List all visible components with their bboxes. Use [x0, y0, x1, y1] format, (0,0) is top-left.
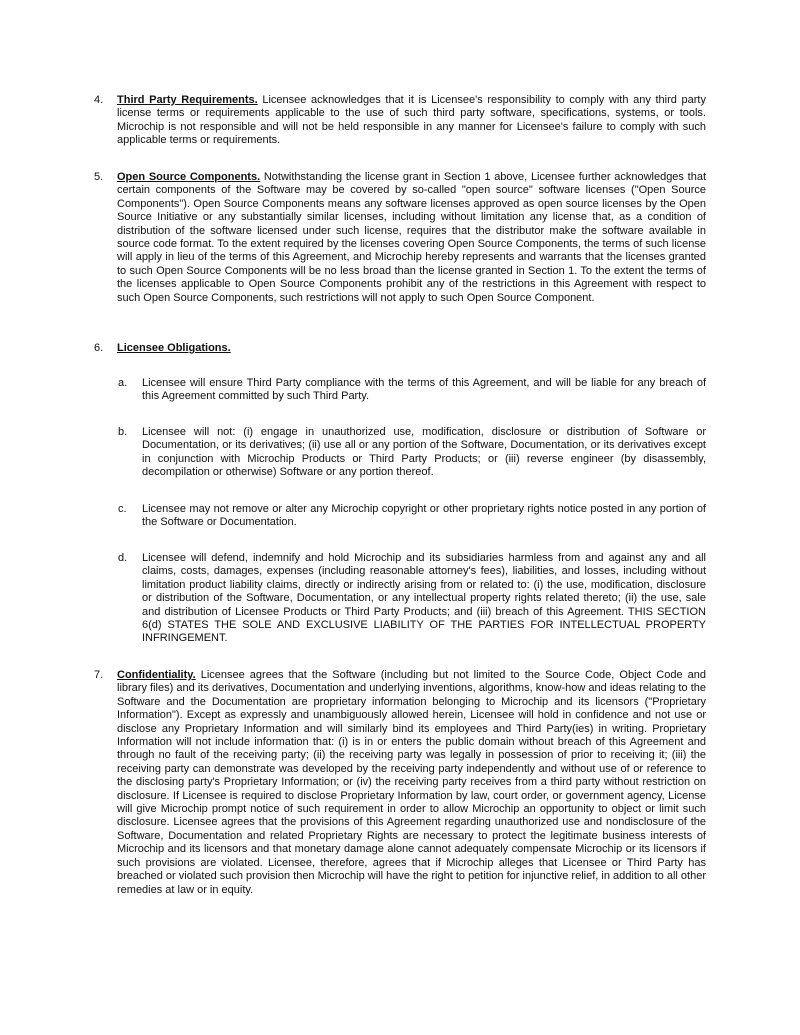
- subsection-6d: [118, 552, 706, 646]
- section-number: 7.: [94, 669, 104, 681]
- subsection-letter: b.: [118, 426, 128, 438]
- section-text: Licensee agrees that the Software (including but not limited to the Source Code, Object Code and library files) and its derivatives, Documentation and underlying inventions, algorithms, know-how and ideas relating to the Software and the Documentation are proprietary information belonging to Microchip and its licensors ("Proprietary Information"). Except as expressly and unambiguously allowed herein, Licensee will hold in confidence and not use or disclose any Proprietary Information and will similarly bind its employees and Third Party(ies) in writing. Proprietary Information will not include information that: (i) is in or enters the public domain without breach of this Agreement and through no fault of the receiving party; (ii) the receiving party was legally in possession of prior to receiving it; (iii) the receiving party can demonstrate was developed by the receiving party independently and without use of or reference to the disclosing party's Proprietary Information; or (iv) the receiving party receives from a third party without restriction on disclosure. If Licensee is required to disclose Proprietary Information by law, court order, or government agency, License will give Microchip prompt notice of such requirement in order to allow Microchip an opportunity to object or limit such disclosure. Licensee agrees that the provisions of this Agreement regarding unauthorized use and nondisclosure of the Software, Documentation and related Proprietary Rights are necessary to protect the legitimate business interests of Microchip and its licensors and that monetary damage alone cannot adequately compensate Microchip or its licensors if such provisions are violated. Licensee, therefore, agrees that if Microchip alleges that Licensee or Third Party has breached or violated such provision then Microchip will have the right to petition for injunctive relief, in addition to all other remedies at law or in equity.: [117, 669, 706, 896]
- section-text: Licensee acknowledges that it is Licensee's responsibility to comply with any third party license terms or requirements applicable to the use of such third party software, specifications, systems, or tools. Microchip is not responsible and will not be held responsible in any manner for Licensee's failure to comply with such applicable terms or requirements.: [117, 94, 706, 147]
- section-body: [117, 94, 706, 148]
- subsection-text: Licensee may not remove or alter any Microchip copyright or other proprietary rights notice posted in any portion of the Software or Documentation.: [142, 503, 706, 529]
- section-body: [117, 669, 706, 897]
- subsection-letter: d.: [118, 552, 128, 564]
- section-7: [94, 669, 706, 897]
- section-number: 4.: [94, 94, 104, 106]
- subsection-text: Licensee will defend, indemnify and hold Microchip and its subsidiaries harmless from and against any and all claims, costs, damages, expenses (including reasonable attorney's fees), liabilities, and losses, including without limitation product liability claims, directly or indirectly arising from or related to: (i) the use, modification, disclosure or distribution of the Software, Documentation, or any intellectual property rights related thereto; (ii) the use, sale and distribution of Licensee Products or Third Party Products; and (iii) breach of this Agreement. THIS SECTION 6(d) STATES THE SOLE AND EXCLUSIVE LIABILITY OF THE PARTIES FOR INTELLECTUAL PROPERTY INFRINGEMENT.: [142, 552, 706, 645]
- subsection-text: Licensee will ensure Third Party compliance with the terms of this Agreement, and will be liable for any breach of this Agreement committed by such Third Party.: [142, 377, 706, 403]
- section-6: [94, 342, 706, 355]
- section-number: 5.: [94, 171, 104, 183]
- section-body: [117, 171, 706, 305]
- subsection-6a: [118, 377, 706, 404]
- section-heading: Confidentiality.: [117, 669, 196, 681]
- subsection-6c: [118, 503, 706, 530]
- section-body: [117, 342, 706, 355]
- subsection-letter: c.: [118, 503, 127, 515]
- subsection-letter: a.: [118, 377, 128, 389]
- subsection-text: Licensee will not: (i) engage in unauthorized use, modification, disclosure or distribution of Software or Documentation, or its derivatives; (ii) use all or any portion of the Software, Documentation, or its derivatives except in conjunction with Microchip Products or Third Party Products; or (iii) reverse engineer (by disassembly, decompilation or otherwise) Software or any portion thereof.: [142, 426, 706, 479]
- section-number: 6.: [94, 342, 104, 354]
- section-heading: Third Party Requirements.: [117, 94, 258, 106]
- section-text: Notwithstanding the license grant in Section 1 above, Licensee further acknowledges that certain components of the Software may be covered by so-called "open source" software licenses ("Open Source Components"). Open Source Components means any software licenses approved as open source licenses by the Open Source Initiative or any substantially similar licenses, including without limitation any license that, as a condition of distribution of the software licensed under such license, requires that the distributor make the software available in source code format. To the extent required by the licenses covering Open Source Components, the terms of such license will apply in lieu of the terms of this Agreement, and Microchip hereby represents and warrants that the licenses granted to such Open Source Components will be no less broad than the license granted in Section 1. To the extent the terms of the licenses applicable to Open Source Components prohibit any of the restrictions in this Agreement with respect to such Open Source Components, such restrictions will not apply to such Open Source Component.: [117, 171, 707, 304]
- section-heading: Licensee Obligations.: [117, 342, 231, 354]
- subsection-6b: [118, 426, 706, 480]
- section-5: [94, 171, 706, 305]
- section-heading: Open Source Components.: [117, 171, 261, 183]
- section-4: [94, 94, 706, 148]
